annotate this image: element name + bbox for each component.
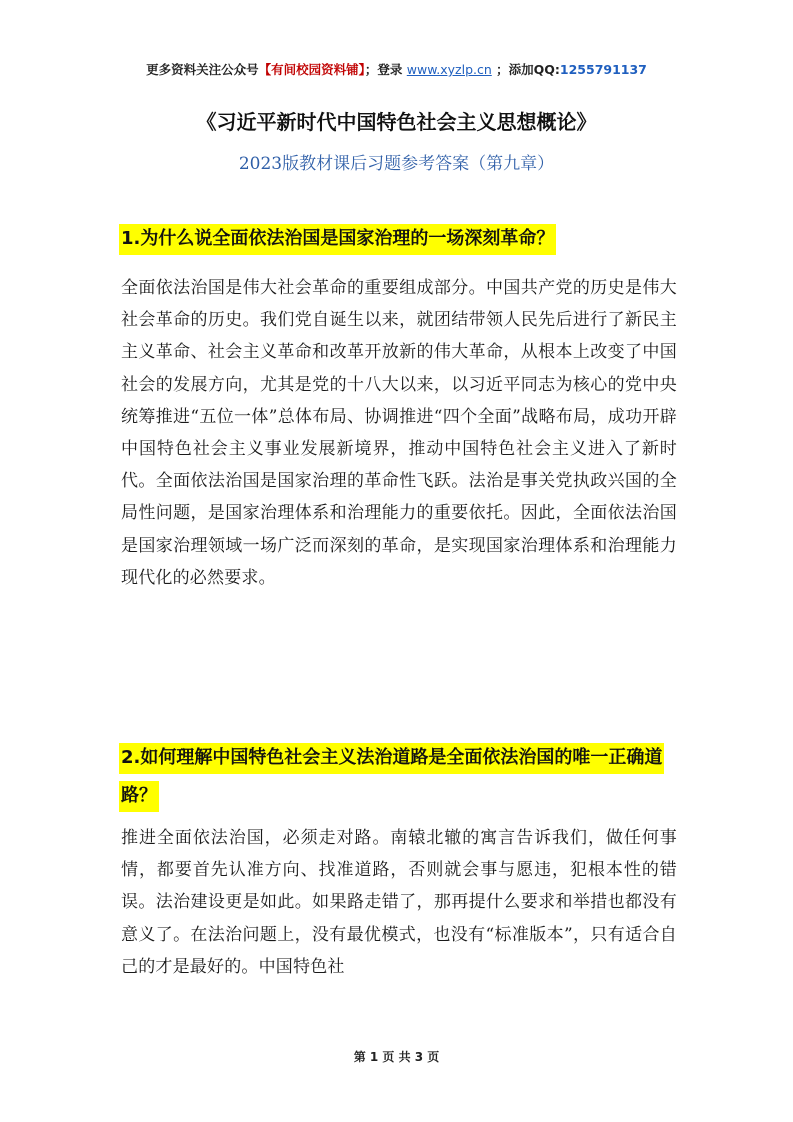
document-title: 《习近平新时代中国特色社会主义思想概论》	[196, 110, 597, 134]
promo-account-name: 有间校园资料铺	[271, 62, 359, 77]
promo-qq-label: ；添加QQ:	[491, 62, 560, 77]
question-1-answer: 全面依法治国是伟大社会革命的重要组成部分。中国共产党的历史是伟大社会革命的历史。我们党自诞生以来，就团结带领人民先后进行了新民主主义革命、社会主义革命和改革开放新的伟大革命，从根本上改变了中国社会的发展方向，尤其是党的十八大以来，以习近平同志为核心的党中央统筹推进“五位一体”总体布局、协调推进“四个全面”战略布局，成功开辟中国特色社会主义事业发展新境界，推动中国特色社会主义进入了新时代。全面依法治国是国家治理的革命性飞跃。法治是事关党执政兴国的全局性问题，是国家治理体系和治理能力的重要依托。因此，全面依法治国是国家治理领域一场广泛而深刻的革命，是实现国家治理体系和治理能力现代化的必然要求。	[121, 278, 677, 588]
promo-prefix: 更多资料关注公众号	[146, 62, 259, 77]
document-subtitle: 2023版教材课后习题参考答案（第九章）	[238, 154, 555, 174]
question-2-answer: 推进全面依法治国，必须走对路。南辕北辙的寓言告诉我们，做任何事情，都要首先认准方向、找准道路，否则就会事与愿违，犯根本性的错误。法治建设更是如此。如果路走错了，那再提什么要求和举措也都没有意义了。在法治问题上，没有最优模式，也没有“标准版本”，只有适合自己的才是最好的。中国特色社	[121, 828, 677, 977]
promo-bracket-close: 】	[358, 62, 365, 77]
promo-header	[0, 60, 793, 78]
promo-login-label: ；登录	[364, 62, 407, 77]
question-2-heading-text: 2.如何理解中国特色社会主义法治道路是全面依法治国的唯一正确道路？	[119, 743, 664, 812]
question-2-heading	[119, 739, 679, 815]
promo-website-link[interactable]: www.xyzlp.cn	[406, 62, 492, 77]
promo-bracket-open: 【	[258, 62, 272, 77]
promo-qq-number: 1255791137	[559, 62, 647, 77]
question-1-heading	[119, 220, 679, 258]
question-1-heading-text: 1.为什么说全面依法治国是国家治理的一场深刻革命？	[119, 224, 556, 255]
page-footer: 第 1 页 共 3 页	[353, 1050, 440, 1064]
